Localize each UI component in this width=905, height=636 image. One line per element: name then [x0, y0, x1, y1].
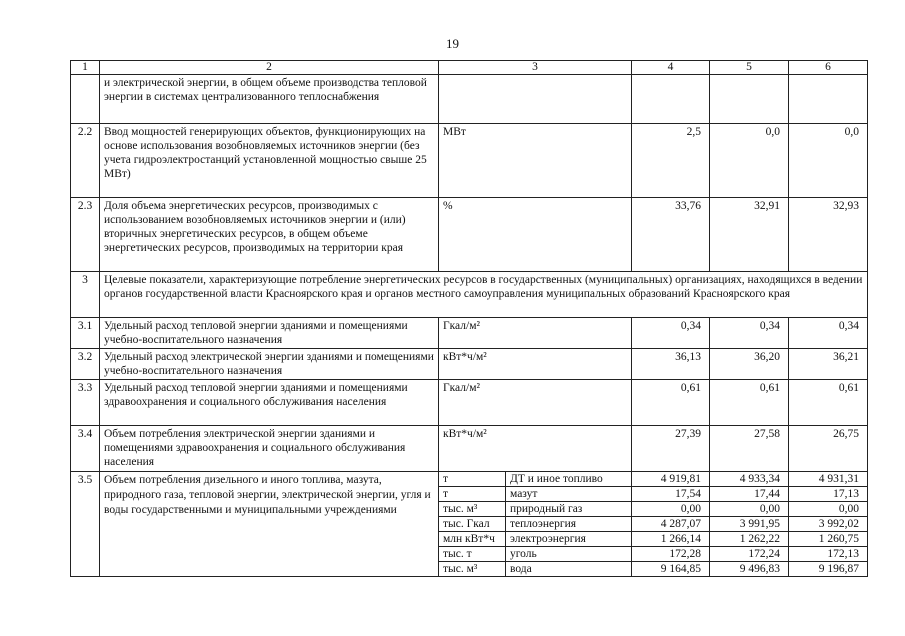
- row-resource: вода: [506, 562, 632, 577]
- row-value-6: 0,34: [789, 318, 868, 349]
- row-name: Ввод мощностей генерирующих объектов, функционирующих на основе использования возобновляемых источников энергии (без учета гидроэлектростанций установленной мощностью свыше 25 МВт): [100, 124, 439, 198]
- row-value-6: 9 196,87: [789, 562, 868, 577]
- row-resource: мазут: [506, 487, 632, 502]
- row-value-5: 0,34: [710, 318, 789, 349]
- row-unit: тыс. Гкал: [439, 517, 506, 532]
- section-row: [71, 272, 868, 318]
- indicators-table: [70, 60, 868, 577]
- row-unit: млн кВт*ч: [439, 532, 506, 547]
- section-title: Целевые показатели, характеризующие потребление энергетических ресурсов в государственных (муниципальных) организациях, находящихся в ведении органов государственной власти Красноярского края и органов местного самоуправления муниципальных образований Красноярского края: [100, 272, 868, 318]
- row-number: 2.2: [71, 124, 100, 198]
- row-value-4: 4 287,07: [632, 517, 710, 532]
- row-value-4: 36,13: [632, 349, 710, 380]
- row-value-4: 0,61: [632, 380, 710, 426]
- row-value-6: 3 992,02: [789, 517, 868, 532]
- header-cell: 5: [710, 61, 789, 75]
- row-unit: Гкал/м²: [439, 318, 632, 349]
- row-value-4: 0,00: [632, 502, 710, 517]
- row-value-6: [789, 75, 868, 124]
- row-unit: %: [439, 198, 632, 272]
- row-value-4: 4 919,81: [632, 472, 710, 487]
- row-value-5: 0,61: [710, 380, 789, 426]
- row-number: 3.2: [71, 349, 100, 380]
- row-resource: электроэнергия: [506, 532, 632, 547]
- row-name: Объем потребления дизельного и иного топлива, мазута, природного газа, тепловой энергии, электрической энергии, угля и воды государственными и муниципальными учреждениями: [100, 472, 439, 577]
- row-unit: Гкал/м²: [439, 380, 632, 426]
- row-name: Удельный расход тепловой энергии зданиями и помещениями здравоохранения и социального обслуживания населения: [100, 380, 439, 426]
- row-value-6: 26,75: [789, 426, 868, 472]
- row-value-4: 33,76: [632, 198, 710, 272]
- row-value-4: 27,39: [632, 426, 710, 472]
- row-unit: т: [439, 472, 506, 487]
- page-number: 19: [446, 36, 459, 51]
- header-cell: 6: [789, 61, 868, 75]
- row-resource: уголь: [506, 547, 632, 562]
- row-value-6: 0,61: [789, 380, 868, 426]
- row-resource: природный газ: [506, 502, 632, 517]
- row-unit: кВт*ч/м²: [439, 349, 632, 380]
- row-unit: кВт*ч/м²: [439, 426, 632, 472]
- row-value-5: [710, 75, 789, 124]
- table-row: [71, 198, 868, 272]
- row-number: 3.5: [71, 472, 100, 577]
- row-unit: МВт: [439, 124, 632, 198]
- row-value-5: 27,58: [710, 426, 789, 472]
- row-unit: тыс. м³: [439, 502, 506, 517]
- header-cell: 4: [632, 61, 710, 75]
- table-row: [71, 380, 868, 426]
- row-name: Удельный расход тепловой энергии зданиями и помещениями учебно-воспитательного назначения: [100, 318, 439, 349]
- header-cell: 1: [71, 61, 100, 75]
- row-name: Удельный расход электрической энергии зданиями и помещениями учебно-воспитательного назначения: [100, 349, 439, 380]
- header-cell: 2: [100, 61, 439, 75]
- row-value-5: 172,24: [710, 547, 789, 562]
- header-row: [71, 61, 868, 75]
- table-row: [71, 75, 868, 124]
- row-value-4: 2,5: [632, 124, 710, 198]
- table-row: [71, 426, 868, 472]
- row-value-5: 0,0: [710, 124, 789, 198]
- row-value-6: 0,0: [789, 124, 868, 198]
- row-name: и электрической энергии, в общем объеме производства тепловой энергии в системах централизованного теплоснабжения: [100, 75, 439, 124]
- row-value-4: 172,28: [632, 547, 710, 562]
- row-value-6: 36,21: [789, 349, 868, 380]
- row-value-5: 36,20: [710, 349, 789, 380]
- row-number: 3.3: [71, 380, 100, 426]
- row-resource: ДТ и иное топливо: [506, 472, 632, 487]
- row-value-6: 17,13: [789, 487, 868, 502]
- row-value-4: 0,34: [632, 318, 710, 349]
- row-unit: тыс. т: [439, 547, 506, 562]
- row-unit: тыс. м³: [439, 562, 506, 577]
- row-value-4: 9 164,85: [632, 562, 710, 577]
- row-name: Доля объема энергетических ресурсов, производимых с использованием возобновляемых источников энергии и (или) вторичных энергетических ресурсов, в общем объеме энергетических ресурсов, производимых на территории края: [100, 198, 439, 272]
- row-value-4: 17,54: [632, 487, 710, 502]
- row-value-6: 172,13: [789, 547, 868, 562]
- table-row: [71, 349, 868, 380]
- row-value-5: 3 991,95: [710, 517, 789, 532]
- row-value-6: 32,93: [789, 198, 868, 272]
- row-name: Объем потребления электрической энергии зданиями и помещениями здравоохранения и социального обслуживания населения: [100, 426, 439, 472]
- row-value-4: [632, 75, 710, 124]
- row-value-5: 4 933,34: [710, 472, 789, 487]
- header-cell: 3: [439, 61, 632, 75]
- row-value-5: 0,00: [710, 502, 789, 517]
- row-value-6: 1 260,75: [789, 532, 868, 547]
- row-unit: т: [439, 487, 506, 502]
- row-resource: теплоэнергия: [506, 517, 632, 532]
- row-unit: [439, 75, 632, 124]
- row-value-5: 17,44: [710, 487, 789, 502]
- row-number: 3: [71, 272, 100, 318]
- row-number: 3.1: [71, 318, 100, 349]
- row-number: 3.4: [71, 426, 100, 472]
- row-value-6: 4 931,31: [789, 472, 868, 487]
- table-row: [71, 124, 868, 198]
- row-value-5: 9 496,83: [710, 562, 789, 577]
- table-row: [71, 318, 868, 349]
- row-value-4: 1 266,14: [632, 532, 710, 547]
- row-value-5: 1 262,22: [710, 532, 789, 547]
- row-number: [71, 75, 100, 124]
- row-number: 2.3: [71, 198, 100, 272]
- row-value-5: 32,91: [710, 198, 789, 272]
- table-row: [71, 472, 868, 487]
- row-value-6: 0,00: [789, 502, 868, 517]
